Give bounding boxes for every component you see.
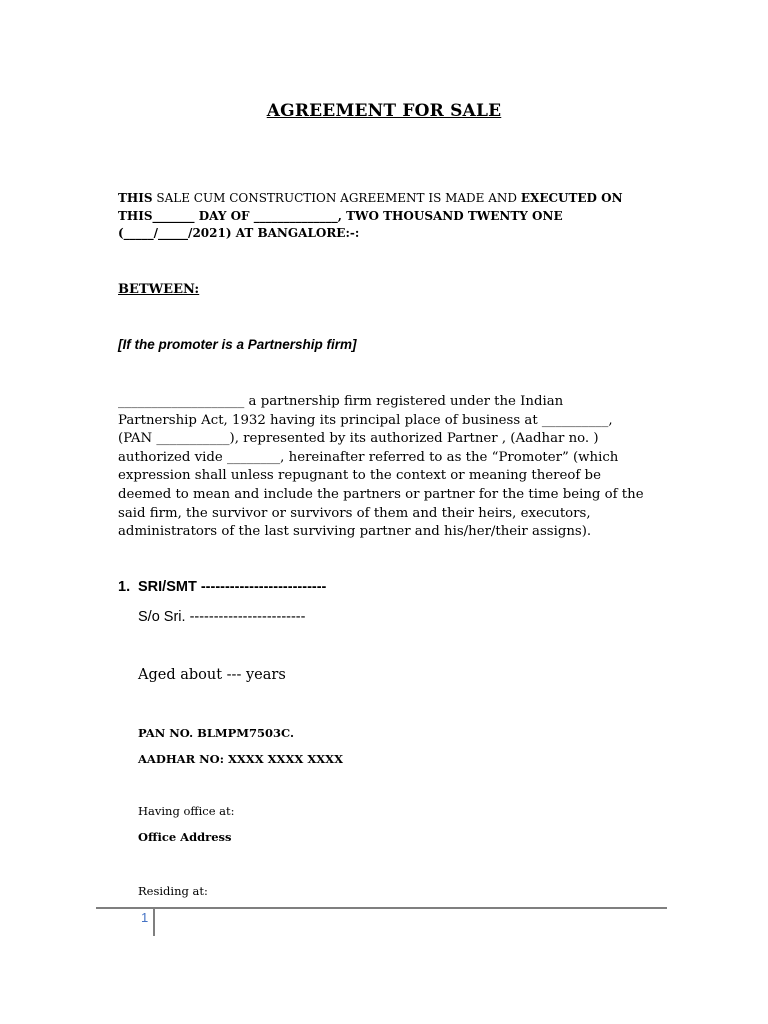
promoter-type-note: [If the promoter is a Partnership firm] — [118, 337, 357, 352]
paragraph-line: said firm, the survivor or survivors of them and their heirs, executors, — [118, 505, 591, 521]
party-heading — [118, 579, 326, 595]
paragraph-line: authorized vide ________, hereinafter referred to as the “Promoter” (which — [118, 449, 619, 465]
office-address: Office Address — [138, 830, 232, 844]
paragraph-line: deemed to mean and include the partners or partner for the time being of the — [118, 486, 644, 502]
party-number: 1. — [118, 579, 131, 595]
intro-executed-on: EXECUTED ON — [520, 191, 623, 205]
party-son-of: S/o Sri. ------------------------ — [138, 609, 306, 625]
office-label: Having office at: — [138, 804, 235, 818]
paragraph-line: ___________________ a partnership firm registered under the Indian — [118, 394, 564, 409]
page-title: AGREEMENT FOR SALE — [266, 101, 502, 121]
between-heading: BETWEEN: — [118, 282, 200, 297]
party-pan: PAN NO. BLMPM7503C. — [138, 726, 294, 740]
footer-divider — [96, 907, 667, 909]
paragraph-line: (PAN ___________), represented by its authorized Partner , (Aadhar no. ) — [118, 431, 599, 447]
page-number: 1 — [141, 910, 149, 925]
intro-date-line: THIS_______ DAY OF ______________, TWO THOUSAND TWENTY ONE — [118, 208, 563, 223]
intro-place-line: (_____/_____/2021) AT BANGALORE:-: — [118, 226, 360, 240]
party-name: SRI/SMT -------------------------- — [138, 579, 327, 595]
promoter-paragraph — [118, 393, 663, 542]
intro-this: THIS — [118, 191, 153, 205]
party-aadhar: AADHAR NO: XXXX XXXX XXXX — [138, 752, 344, 766]
intro-paragraph — [118, 190, 658, 243]
paragraph-line: Partnership Act, 1932 having its principal place of business at __________, — [118, 412, 613, 428]
paragraph-line: expression shall unless repugnant to the context or meaning thereof be — [118, 468, 601, 484]
intro-agreement-text: SALE CUM CONSTRUCTION AGREEMENT IS MADE AND — [152, 191, 521, 205]
party-age: Aged about --- years — [138, 667, 286, 683]
paragraph-line: administrators of the last surviving partner and his/her/their assigns). — [118, 524, 592, 540]
page-number-bar — [153, 909, 155, 936]
residing-label: Residing at: — [138, 884, 208, 898]
